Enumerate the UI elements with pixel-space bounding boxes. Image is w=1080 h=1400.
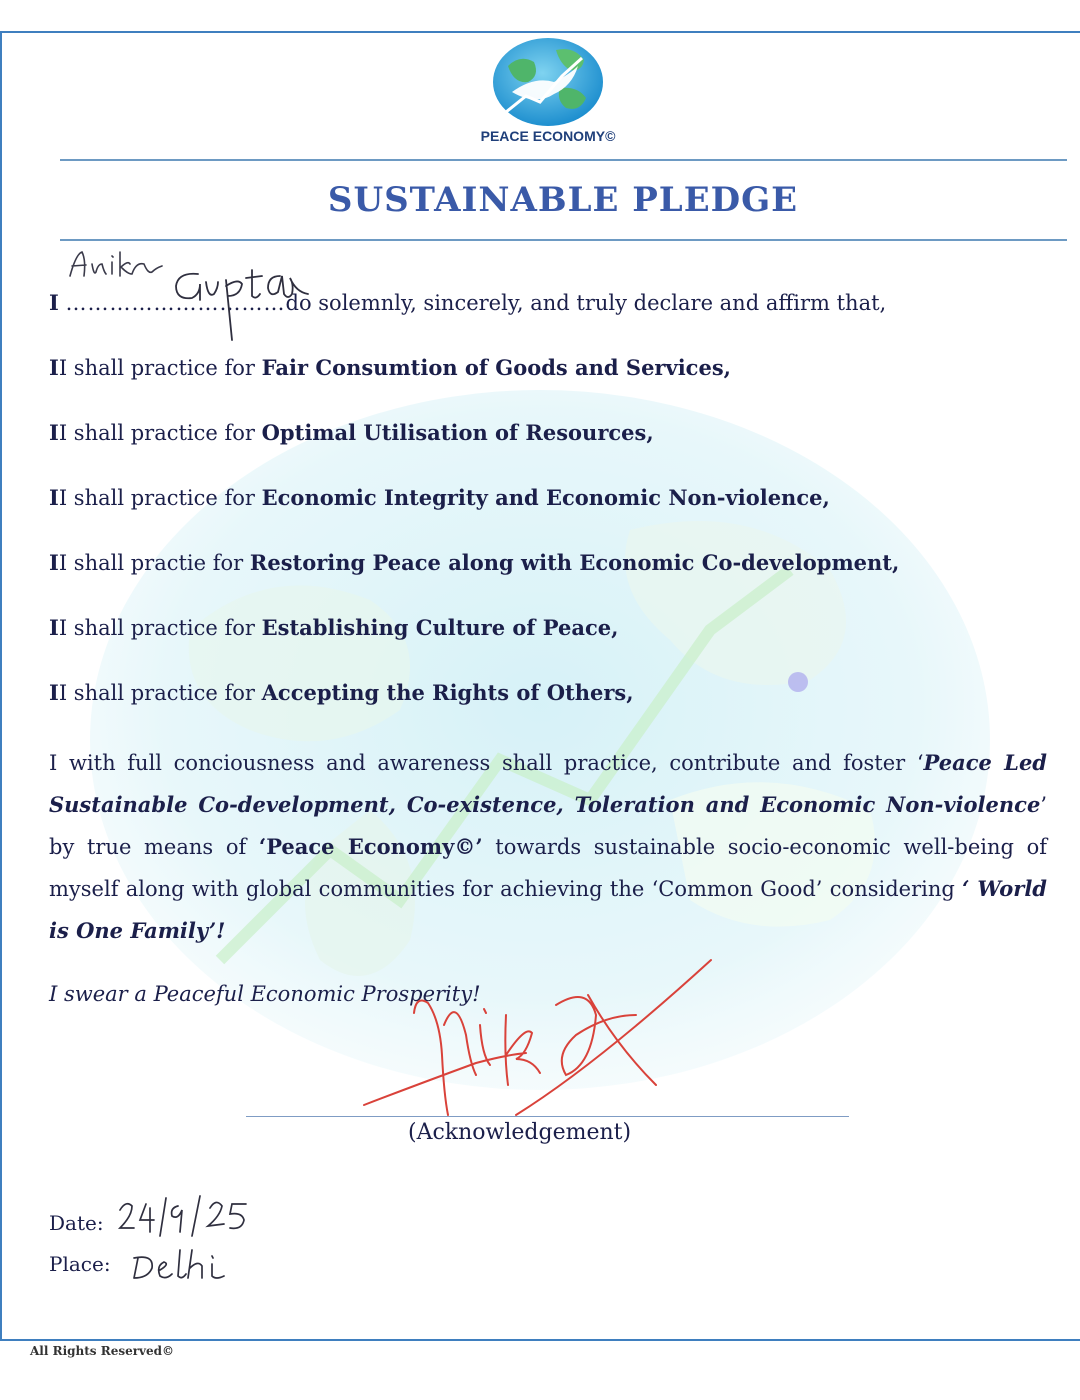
pledge-line: II shall practice for Economic Integrity and Economic Non-violence, — [49, 485, 830, 510]
logo-text: PEACE ECONOMY© — [480, 128, 616, 144]
pledge-line: II shall practice for Optimal Utilisation of Resources, — [49, 420, 654, 445]
pledge-line: II shall practie for Restoring Peace along with Economic Co-development, — [49, 550, 900, 575]
closing-emphasis-1: Peace Led Sustainable Co-development, Co-existence, Toleration and Economic Non-violence — [49, 750, 1047, 817]
swear-line: I swear a Peaceful Economic Prosperity! — [49, 982, 481, 1006]
footer-copyright: All Rights Reserved© — [30, 1344, 175, 1358]
pledge-lead: I shall practice for — [58, 486, 262, 510]
header-rule-top — [60, 159, 1067, 161]
page-title: SUSTAINABLE PLEDGE — [327, 180, 799, 220]
peace-economy-logo-icon — [490, 36, 606, 128]
pledge-line: II shall practice for Fair Consumtion of Goods and Services, — [49, 355, 731, 380]
pledge-line: II shall practice for Establishing Culture of Peace, — [49, 615, 619, 640]
page-border-left — [0, 31, 2, 1341]
pledge-emphasis: Establishing Culture of Peace, — [261, 615, 619, 640]
pledge-emphasis: Restoring Peace along with Economic Co-development, — [249, 550, 900, 575]
handwritten-date — [116, 1194, 256, 1238]
pledge-lead: I shall practice for — [58, 616, 262, 640]
closing-emphasis-3: ‘ World is One Family’! — [49, 876, 1047, 943]
pledge-lead: I shall practie for — [58, 551, 250, 575]
closing-text-3: towards sustainable socio-economic well-being of myself along with global communities for achieving the ‘Common Good’ considering — [49, 835, 1047, 901]
declaration-prefix: I — [49, 290, 59, 315]
closing-text-1: I with full conciousness and awareness shall practice, contribute and foster ‘ — [49, 751, 924, 775]
closing-text-2: ’ by true means of — [49, 793, 1047, 859]
pledge-lead: I shall practice for — [58, 681, 262, 705]
pledge-emphasis: Optimal Utilisation of Resources, — [261, 420, 654, 445]
pledge-emphasis: Fair Consumtion of Goods and Services, — [261, 355, 731, 380]
pledge-lead: I shall practice for — [58, 421, 262, 445]
name-blank: ………………………… — [65, 291, 286, 315]
pledge-emphasis: Economic Integrity and Economic Non-violence, — [261, 485, 830, 510]
handwritten-first-name — [64, 248, 176, 282]
date-label: Date: — [49, 1211, 104, 1235]
handwritten-place — [130, 1244, 240, 1284]
acknowledgement-label: (Acknowledgement) — [408, 1120, 632, 1145]
page-border-top — [0, 31, 1080, 33]
acknowledgement-signature — [356, 955, 726, 1125]
header-rule-bottom — [60, 239, 1067, 241]
closing-emphasis-2: ‘Peace Economy©’ — [258, 834, 483, 859]
pledge-lead: I shall practice for — [58, 356, 262, 380]
closing-paragraph — [49, 742, 1047, 952]
page-border-bottom — [0, 1339, 1080, 1341]
declaration-text: do solemnly, sincerely, and truly declare and affirm that, — [285, 291, 887, 315]
handwritten-last-name — [168, 264, 318, 344]
pledge-emphasis: Accepting the Rights of Others, — [261, 680, 634, 705]
pledge-line: II shall practice for Accepting the Rights of Others, — [49, 680, 634, 705]
place-label: Place: — [49, 1252, 111, 1276]
